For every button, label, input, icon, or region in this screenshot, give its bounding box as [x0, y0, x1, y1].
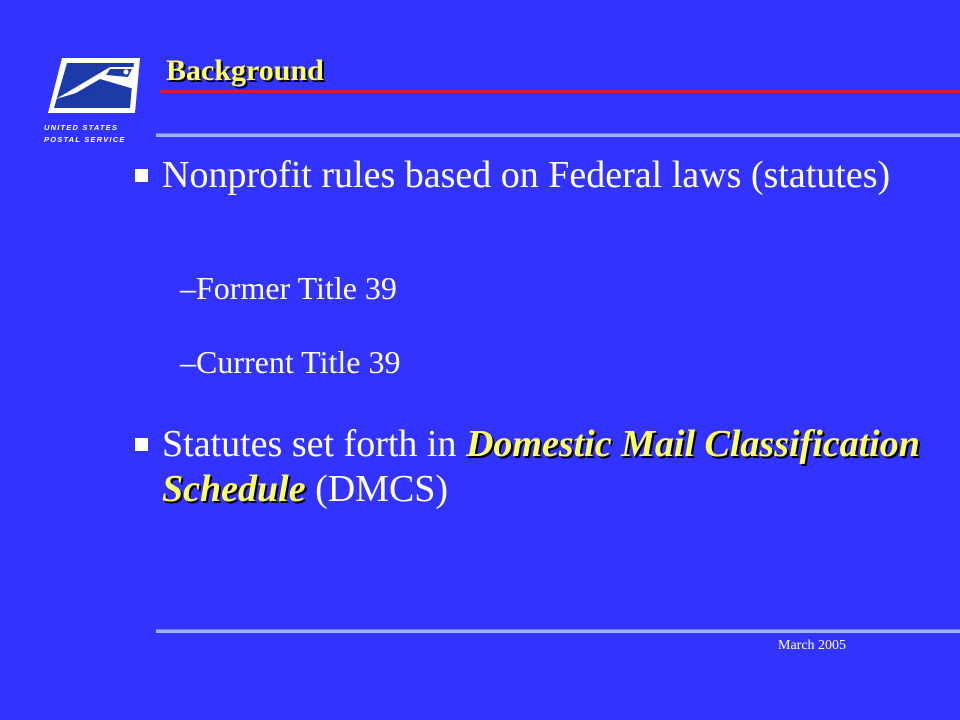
eagle-logo-icon [40, 55, 145, 117]
top-divider [156, 134, 960, 137]
dash-marker: – [180, 270, 196, 306]
footer-date: March 2005 [778, 638, 847, 653]
sub-bullet-text: Former Title 39 [196, 270, 397, 306]
title-underline [160, 90, 960, 93]
dash-marker: – [180, 344, 196, 380]
square-bullet-icon [135, 169, 148, 182]
sub-bullet-item [180, 342, 400, 382]
slide-title: Background [166, 54, 324, 87]
bullet-text [162, 422, 935, 512]
bottom-divider [156, 630, 960, 633]
usps-logo [40, 55, 150, 150]
bullet-item [135, 153, 935, 198]
bullet-suffix: (DMCS) [305, 468, 449, 510]
sub-bullet-item [180, 268, 397, 308]
sub-bullet-text: Current Title 39 [196, 344, 401, 380]
bullet-item [135, 422, 935, 512]
logo-line-2: POSTAL SERVICE [44, 135, 126, 144]
logo-line-1: UNITED STATES [44, 123, 119, 132]
dmcs-emphasis: Domestic Mail Classification Schedule [162, 423, 920, 510]
square-bullet-icon [135, 438, 148, 451]
bullet-text: Nonprofit rules based on Federal laws (statutes) [162, 154, 891, 196]
bullet-prefix: Statutes set forth in [162, 423, 466, 465]
